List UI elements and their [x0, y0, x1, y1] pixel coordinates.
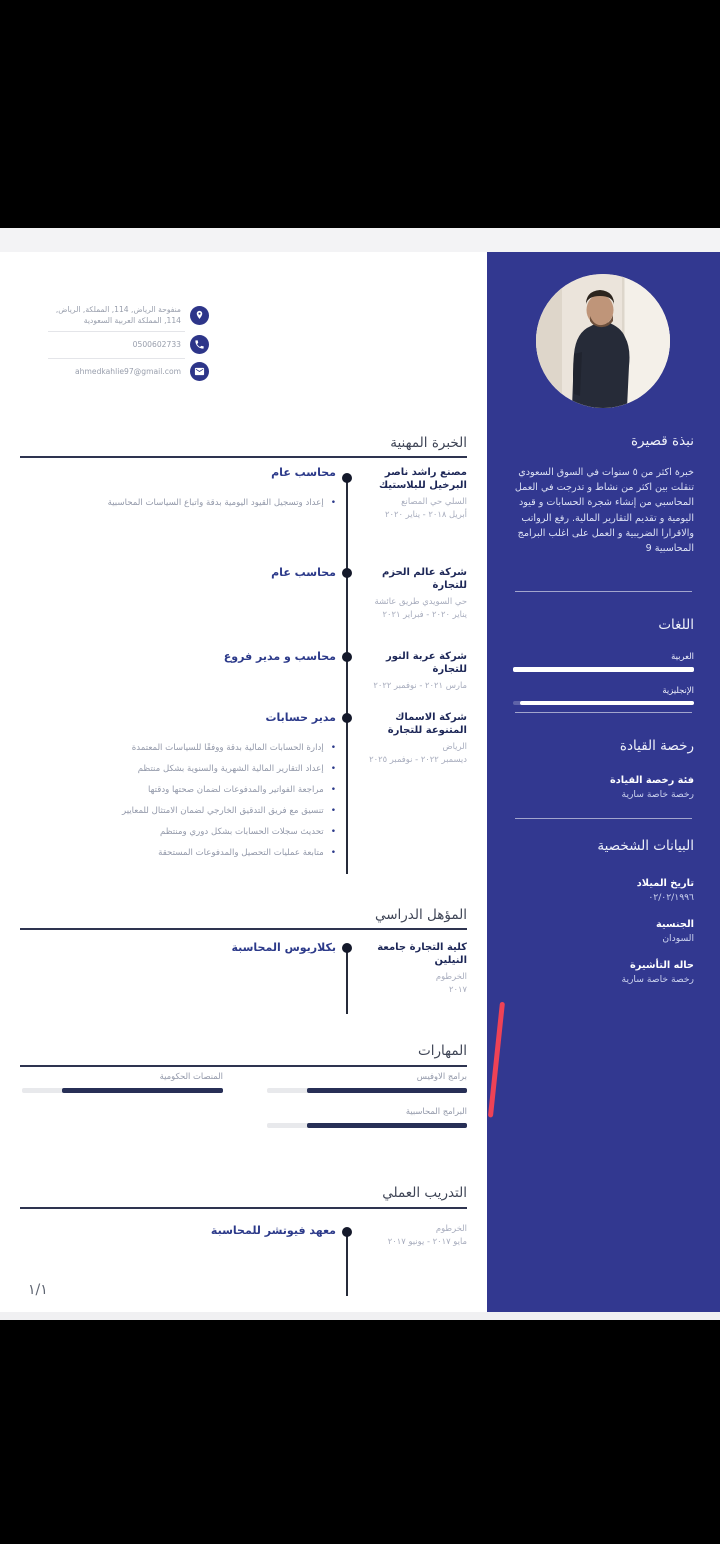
- sidebar-personal-section: [513, 838, 694, 985]
- experience-entry-company: [351, 566, 467, 620]
- language-name: العربية: [671, 651, 694, 661]
- company-name: شركة عربة النور للتجارة: [385, 651, 467, 675]
- bullet-item: •إعداد وتسجيل القيود اليومية بدقة واتباع السياسات المحاسبية: [107, 498, 336, 508]
- bullet-icon: •: [330, 785, 336, 795]
- company-name: شركة عالم الحزم للتجارة: [381, 567, 467, 591]
- education-entry-detail: [20, 941, 336, 954]
- training-entry-place: [351, 1222, 467, 1247]
- skill-bar-fill: [307, 1123, 467, 1128]
- training-location: الخرطوم: [435, 1223, 467, 1233]
- skill-bar-track: [267, 1123, 467, 1128]
- bullet-item: •إدارة الحسابات المالية بدقة ووفقًا للسياسات المعتمدة: [131, 743, 336, 753]
- envelope-icon: [190, 362, 209, 381]
- location-pin-icon: [190, 306, 209, 325]
- bullet-icon: •: [330, 498, 336, 508]
- company-name: شركة الاسماك المتنوعة للتجارة: [387, 712, 467, 736]
- contact-divider: [48, 358, 185, 359]
- sidebar-divider: [515, 818, 692, 819]
- field-label: الجنسية: [655, 919, 694, 930]
- school-date: ٢٠١٧: [449, 984, 467, 995]
- languages-title: اللغات: [658, 617, 694, 633]
- company-date: مارس ٢٠٢١ - نوفمبر ٢٠٢٢: [373, 680, 467, 690]
- section-rule: [20, 1065, 467, 1067]
- job-title: مدير حسابات: [265, 711, 336, 724]
- sidebar-divider: [515, 591, 692, 592]
- bullet-icon: •: [330, 827, 336, 837]
- timeline-line: [346, 1232, 348, 1296]
- field-label: حاله التأشيرة: [630, 960, 694, 971]
- bullet-icon: •: [330, 806, 336, 816]
- experience-entry-company: [351, 711, 467, 765]
- contact-divider: [48, 331, 185, 332]
- company-location: السلي حي المصانع: [401, 496, 467, 506]
- job-title: محاسب و مدير فروع: [223, 650, 336, 663]
- job-title: محاسب عام: [271, 566, 336, 579]
- sidebar-languages-section: [513, 617, 694, 705]
- license-category-label: فئة رخصة القيادة: [609, 775, 694, 786]
- personal-title: البيانات الشخصية: [597, 838, 694, 854]
- personal-field: [513, 960, 694, 985]
- profile-photo: [536, 274, 670, 408]
- field-value: ٠٢/٠٢/١٩٩٦: [648, 892, 694, 903]
- bio-title: نبذة قصيرة: [630, 433, 694, 449]
- company-location: الرياض: [442, 741, 467, 751]
- job-bullets: [20, 738, 336, 864]
- skill-bar-fill: [307, 1088, 467, 1093]
- contact-phone: 0500602733: [132, 339, 181, 349]
- phone-icon: [190, 335, 209, 354]
- skill-label: البرامج المحاسبية: [405, 1106, 467, 1116]
- license-title: رخصة القيادة: [619, 738, 694, 754]
- training-date: مايو ٢٠١٧ - يونيو ٢٠١٧: [387, 1236, 467, 1247]
- section-title-training: التدريب العملي: [382, 1185, 467, 1201]
- personal-field: [513, 919, 694, 944]
- sidebar-bio-section: [513, 433, 694, 556]
- bullet-item: •مراجعة الفواتير والمدفوعات لضمان صحتها ودقتها: [148, 785, 336, 795]
- school-location: الخرطوم: [435, 971, 467, 981]
- training-entry-detail: [20, 1224, 336, 1237]
- company-location: حي السويدي طريق عائشة: [374, 596, 467, 606]
- experience-entry-detail: [20, 566, 336, 579]
- section-rule: [20, 928, 467, 930]
- language-row: [513, 685, 694, 706]
- section-rule: [20, 1207, 467, 1209]
- sidebar-license-section: [513, 738, 694, 800]
- experience-entry-detail: [20, 466, 336, 514]
- education-entry-school: [351, 941, 467, 995]
- sidebar-divider: [515, 712, 692, 713]
- contact-email: ahmedkahlie97@gmail.com: [75, 366, 181, 376]
- experience-entry-detail: [20, 711, 336, 864]
- skill-label: المنصات الحكومية: [159, 1071, 223, 1081]
- skill-gov-platforms: [22, 1071, 223, 1093]
- field-label: تاريخ الميلاد: [636, 878, 694, 889]
- timeline-line: [346, 948, 348, 1014]
- resume-sidebar: [487, 252, 720, 1312]
- experience-entry-company: [351, 466, 467, 520]
- bullet-item: •تنسيق مع فريق التدقيق الخارجي لضمان الامتثال للمعايير: [121, 806, 336, 816]
- company-date: ديسمبر ٢٠٢٢ - نوفمبر ٢٠٢٥: [369, 754, 467, 765]
- bullet-item: •متابعة عمليات التحصيل والمدفوعات المستحقة: [158, 848, 336, 858]
- top-gray-strip: [0, 228, 720, 252]
- language-bar-track: [513, 667, 694, 672]
- language-bar-fill: [513, 667, 694, 672]
- job-title: محاسب عام: [271, 466, 336, 479]
- company-date: أبريل ٢٠١٨ - يناير ٢٠٢٠: [385, 509, 467, 520]
- job-bullets: [20, 493, 336, 514]
- language-bar-fill: [520, 701, 694, 706]
- skill-bar-track: [22, 1088, 223, 1093]
- school-name: كلية التجارة جامعة النيلين: [377, 942, 467, 966]
- timeline-line: [346, 478, 348, 874]
- section-title-experience: الخبرة المهنية: [390, 435, 467, 451]
- field-value: رخصة خاصة سارية: [621, 974, 694, 985]
- degree-title: بكلاريوس المحاسبة: [231, 941, 336, 954]
- bio-text: خبرة اكثر من ٥ سنوات في السوق السعودي تنقلت بين اكثر من نشاط و تدرجت في العمل المحاسبي من إنشاء شجرة الحسابات و قيود اليومية و تقديم التقارير المالية. رفع الرواتب والاقرارا الضريبية و العمل على اغلب البرامج المحاسبية 9: [514, 467, 694, 555]
- skill-label: برامج الاوفيس: [416, 1071, 467, 1081]
- company-name: مصنع راشد ناصر البرخيل للبلاستيك: [378, 467, 467, 491]
- skill-office: [267, 1071, 467, 1093]
- skill-bar-track: [267, 1088, 467, 1093]
- bullet-icon: •: [330, 848, 336, 858]
- language-row: [513, 651, 694, 672]
- section-title-skills: المهارات: [418, 1043, 467, 1059]
- skill-accounting-software: [267, 1106, 467, 1128]
- license-category-value: رخصة خاصة سارية: [621, 789, 694, 800]
- personal-field: [513, 878, 694, 903]
- contact-row-email: [53, 360, 209, 382]
- skill-bar-fill: [62, 1088, 223, 1093]
- bullet-icon: •: [330, 764, 336, 774]
- experience-entry-company: [351, 650, 467, 691]
- bullet-icon: •: [330, 743, 336, 753]
- contact-row-address: [53, 301, 209, 329]
- company-date: يناير ٢٠٢٠ - فبراير ٢٠٢١: [382, 609, 467, 620]
- section-title-education: المؤهل الدراسي: [374, 907, 467, 923]
- contact-address: منفوحة الرياض, 114, المملكة, الرياض, 114, المملكة العربية السعودية: [55, 305, 181, 325]
- section-rule: [20, 456, 467, 458]
- resume-page: [0, 252, 720, 1312]
- experience-entry-detail: [20, 650, 336, 663]
- field-value: السودان: [662, 933, 694, 944]
- bottom-gray-strip: [0, 1312, 720, 1320]
- institute-name: معهد فيوتشر للمحاسبة: [210, 1224, 336, 1237]
- language-name: الإنجليزية: [662, 684, 694, 695]
- bullet-item: •تحديث سجلات الحسابات بشكل دوري ومنتظم: [159, 827, 336, 837]
- bullet-item: •إعداد التقارير المالية الشهرية والسنوية بشكل منتظم: [137, 764, 336, 774]
- page-number: ١/١: [28, 1282, 48, 1298]
- contact-row-phone: [53, 333, 209, 355]
- language-bar-track: [513, 701, 694, 706]
